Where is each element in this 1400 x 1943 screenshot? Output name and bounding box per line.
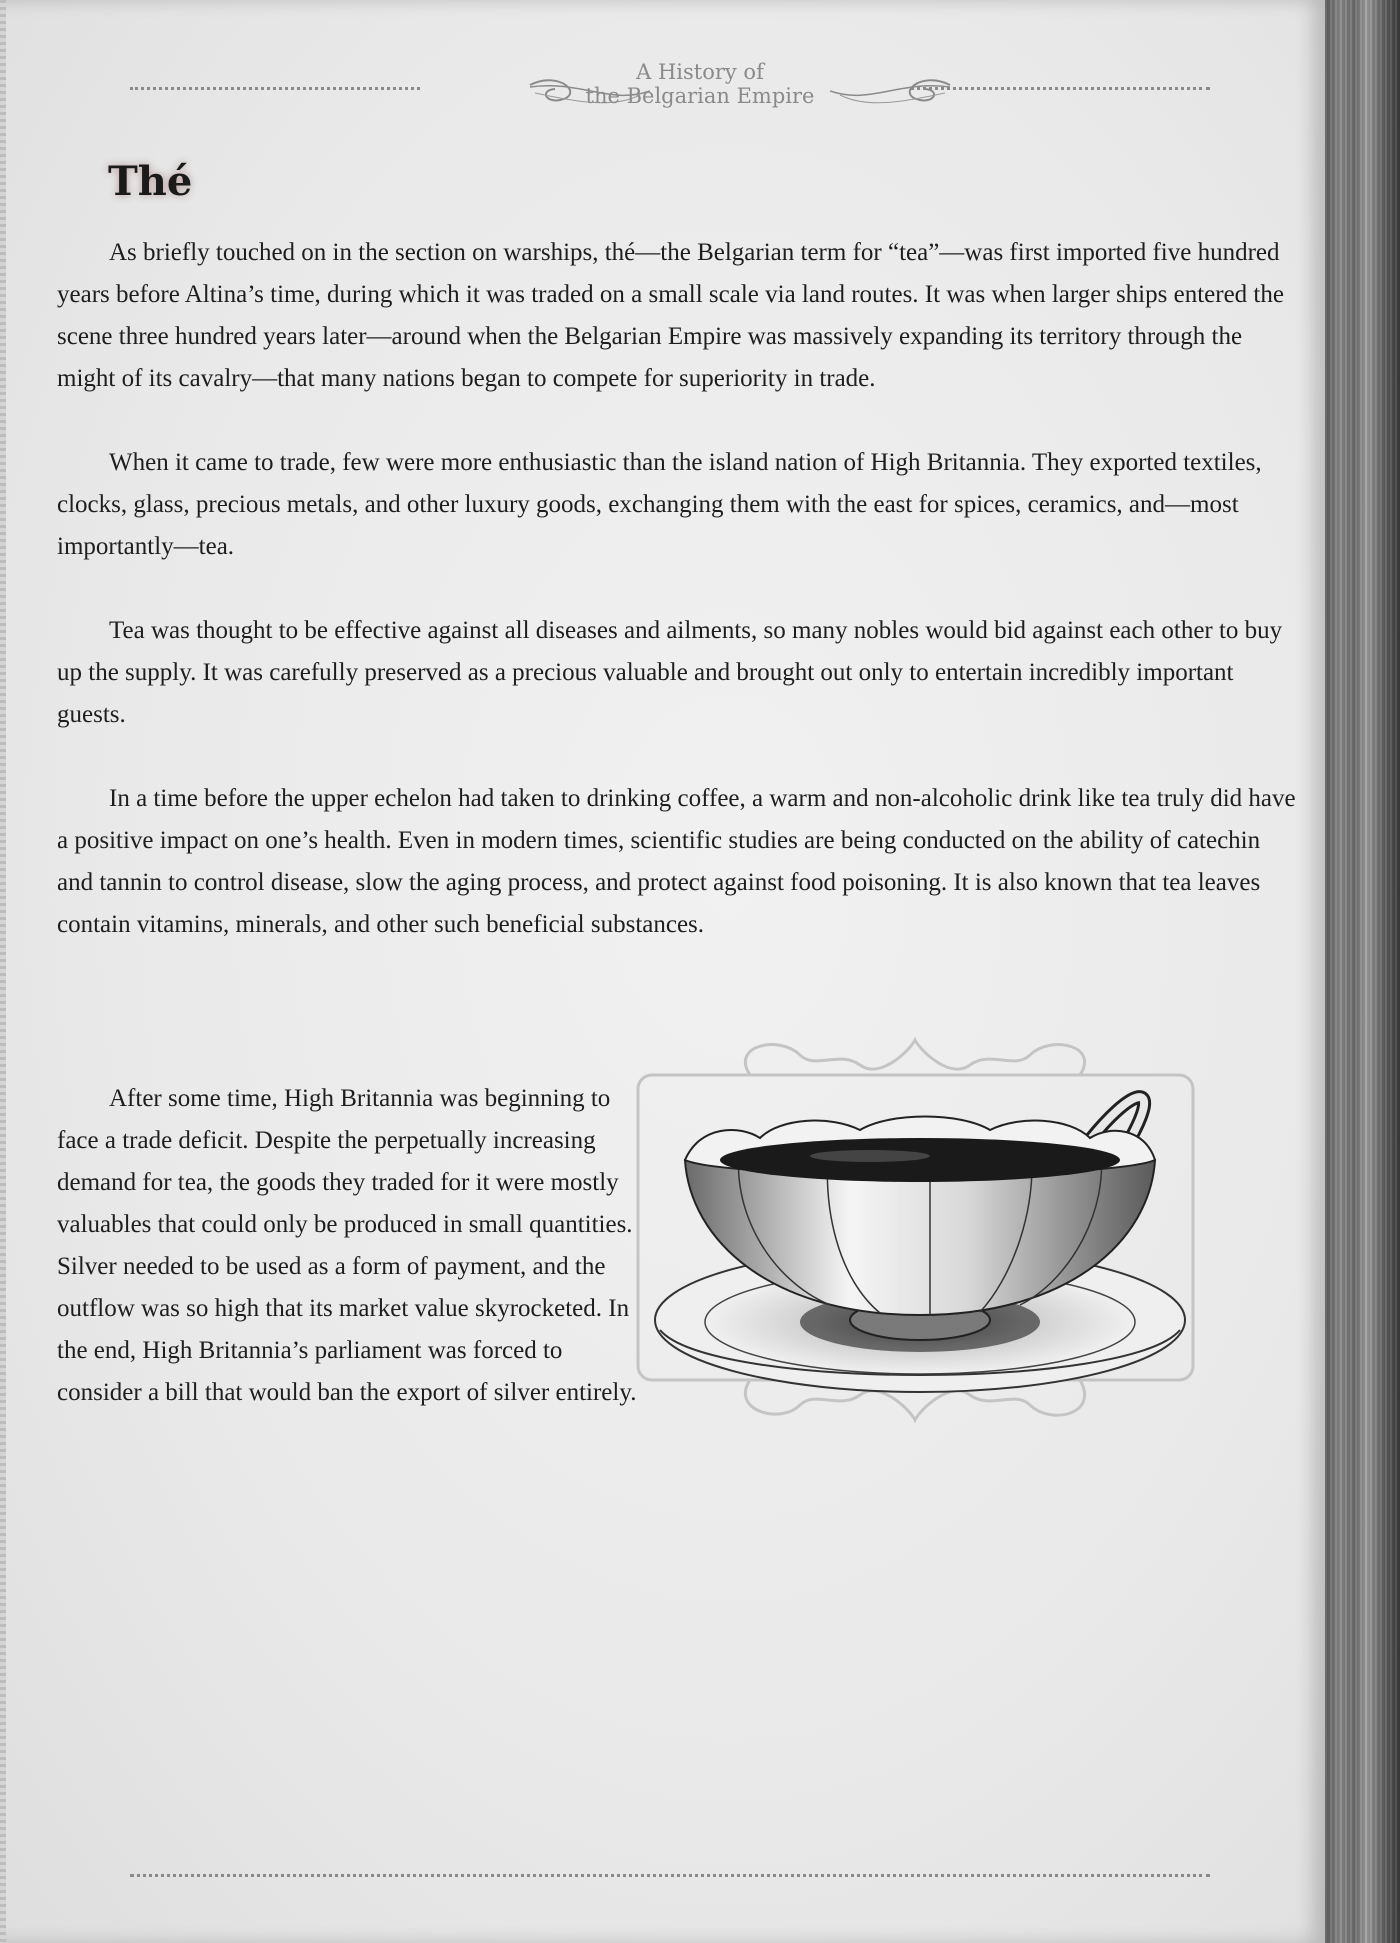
flourish-right-icon — [830, 65, 1070, 115]
paragraph: When it came to trade, few were more enthusiastic than the island nation of High Britannia. They exported textiles, clocks, glass, precious metals, and other luxury goods, exchanging them with the east for spices, ceramics, and—most importantly—tea. — [57, 449, 1262, 560]
paragraph: After some time, High Britannia was beginning to face a trade deficit. Despite the perpetually increasing demand for tea, the goods they traded for it were mostly valuables that could only be produced in small quantities. Silver needed to be used as a form of payment, and the outflow was so high that its market value skyrocketed. In the end, High Britannia’s parliament was forced to consider a bill that would ban the export of silver entirely. — [57, 1085, 637, 1406]
paragraph: As briefly touched on in the section on warships, thé—the Belgarian term for “tea”—was first imported five hundred years before Altina’s time, during which it was traded on a small scale via land routes. It was when larger ships entered the scene three hundred years later—around when the Belgarian Empire was massively expanding its territory through the might of its cavalry—that many nations began to compete for superiority in trade. — [57, 239, 1284, 392]
section-title: Thé — [108, 158, 193, 205]
header-title-line-1: A History of — [636, 60, 764, 84]
running-header — [130, 60, 1210, 120]
paragraph: In a time before the upper echelon had taken to drinking coffee, a warm and non-alcoholic drink like tea truly did have a positive impact on one’s health. Even in modern times, scientific studies are being conducted on the ability of catechin and tannin to control disease, slow the aging process, and protect against food poisoning. It is also known that tea leaves contain vitamins, minerals, and other such beneficial substances. — [57, 785, 1296, 938]
page-edge — [0, 0, 6, 1943]
body-text — [57, 232, 1302, 988]
running-header-title — [530, 60, 870, 108]
header-title-line-2: the Belgarian Empire — [585, 84, 815, 108]
paragraph: Tea was thought to be effective against all diseases and ailments, so many nobles would bid against each other to buy up the supply. It was carefully preserved as a precious valuable and brought out only to entertain incredibly important guests. — [57, 617, 1283, 728]
header-dotted-rule-right — [910, 87, 1210, 90]
page-stack-edge — [1325, 0, 1400, 1943]
footer-dotted-rule — [130, 1874, 1210, 1877]
teacup-illustration-icon — [630, 1030, 1200, 1430]
header-dotted-rule-left — [130, 87, 420, 90]
